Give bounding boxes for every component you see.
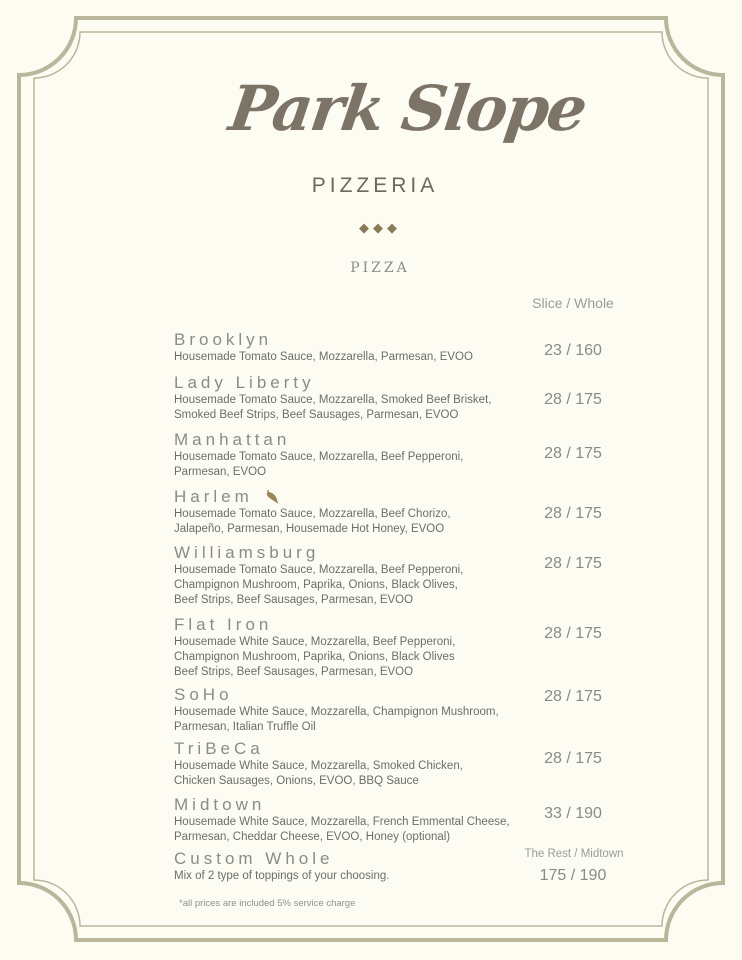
menu-item-name: Midtown <box>174 795 266 814</box>
menu-item-price: 28 / 175 <box>544 555 602 572</box>
menu-item-manhattan <box>174 430 534 480</box>
chili-pepper-icon <box>264 490 280 506</box>
menu-item-name: Harlem <box>174 487 253 506</box>
menu-item-flat-iron <box>174 615 534 680</box>
menu-item-desc: Beef Strips, Beef Sausages, Parmesan, EVOO <box>174 666 414 678</box>
menu-item-price: 28 / 175 <box>544 445 602 462</box>
custom-price-header: The Rest / Midtown <box>524 848 624 860</box>
menu-item-desc: Housemade Tomato Sauce, Mozzarella, Beef Chorizo, <box>174 508 451 520</box>
footnote: *all prices are included 5% service charge <box>179 898 356 909</box>
menu-item-name: Brooklyn <box>174 330 273 349</box>
menu-item-desc: Housemade Tomato Sauce, Mozzarella, Beef Pepperoni, <box>174 451 464 463</box>
menu-item-desc: Housemade Tomato Sauce, Mozzarella, Beef Pepperoni, <box>174 564 464 576</box>
menu-item-price: 23 / 160 <box>544 342 602 359</box>
menu-item-desc: Jalapeño, Parmesan, Housemade Hot Honey, EVOO <box>174 523 445 535</box>
brand-logo-subtitle: PIZZERIA <box>311 174 439 197</box>
menu-item-soho <box>174 685 534 735</box>
menu-item-lady-liberty <box>174 373 534 423</box>
section-title: PIZZA <box>350 260 410 276</box>
menu-item-price: 28 / 175 <box>544 625 602 642</box>
menu-item-desc: Beef Strips, Beef Sausages, Parmesan, EVOO <box>174 594 414 606</box>
menu-item-price: 175 / 190 <box>539 867 607 884</box>
menu-item-desc: Champignon Mushroom, Paprika, Onions, Black Olives, <box>174 579 458 591</box>
menu-item-price: 33 / 190 <box>544 805 602 822</box>
diamond-divider-icon: ◆◆◆ <box>359 220 401 235</box>
menu-item-desc: Housemade White Sauce, Mozzarella, French Emmental Cheese, <box>174 816 510 828</box>
menu-item-desc: Housemade Tomato Sauce, Mozzarella, Smoked Beef Brisket, <box>174 394 492 406</box>
menu-item-desc: Housemade White Sauce, Mozzarella, Smoked Chicken, <box>174 760 463 772</box>
menu-item-custom-whole <box>174 849 534 884</box>
menu-item-price: 28 / 175 <box>544 505 602 522</box>
menu-item-williamsburg <box>174 543 534 608</box>
menu-item-desc: Housemade White Sauce, Mozzarella, Champignon Mushroom, <box>174 706 499 718</box>
menu-item-desc: Chicken Sausages, Onions, EVOO, BBQ Sauce <box>174 775 419 787</box>
menu-item-desc: Parmesan, Cheddar Cheese, EVOO, Honey (optional) <box>174 831 451 843</box>
menu-item-name: Flat Iron <box>174 615 273 634</box>
menu-item-desc: Parmesan, Italian Truffle Oil <box>174 721 316 733</box>
menu-item-desc: Champignon Mushroom, Paprika, Onions, Black Olives <box>174 651 455 663</box>
brand-logo-script: Park Slope <box>224 72 590 145</box>
price-column-header: Slice / Whole <box>532 295 614 311</box>
menu-item-price: 28 / 175 <box>544 688 602 705</box>
menu-item-brooklyn <box>174 330 534 365</box>
menu-item-harlem <box>174 487 534 537</box>
menu-item-name: Lady Liberty <box>174 373 315 392</box>
menu-item-name: TriBeCa <box>174 739 264 758</box>
menu-item-name: Manhattan <box>174 430 291 449</box>
menu-item-desc: Housemade White Sauce, Mozzarella, Beef Pepperoni, <box>174 636 456 648</box>
menu-item-name: Custom Whole <box>174 849 334 868</box>
menu-item-price: 28 / 175 <box>544 750 602 767</box>
menu-item-name: Williamsburg <box>174 543 320 562</box>
menu-item-desc: Parmesan, EVOO <box>174 466 267 478</box>
menu-item-tribeca <box>174 739 534 789</box>
menu-item-price: 28 / 175 <box>544 391 602 408</box>
menu-item-desc: Mix of 2 type of toppings of your choosing. <box>174 870 390 882</box>
menu-item-desc: Housemade Tomato Sauce, Mozzarella, Parmesan, EVOO <box>174 351 473 363</box>
menu-item-desc: Smoked Beef Strips, Beef Sausages, Parmesan, EVOO <box>174 409 459 421</box>
menu-item-midtown <box>174 795 534 845</box>
menu-item-name: SoHo <box>174 685 233 704</box>
